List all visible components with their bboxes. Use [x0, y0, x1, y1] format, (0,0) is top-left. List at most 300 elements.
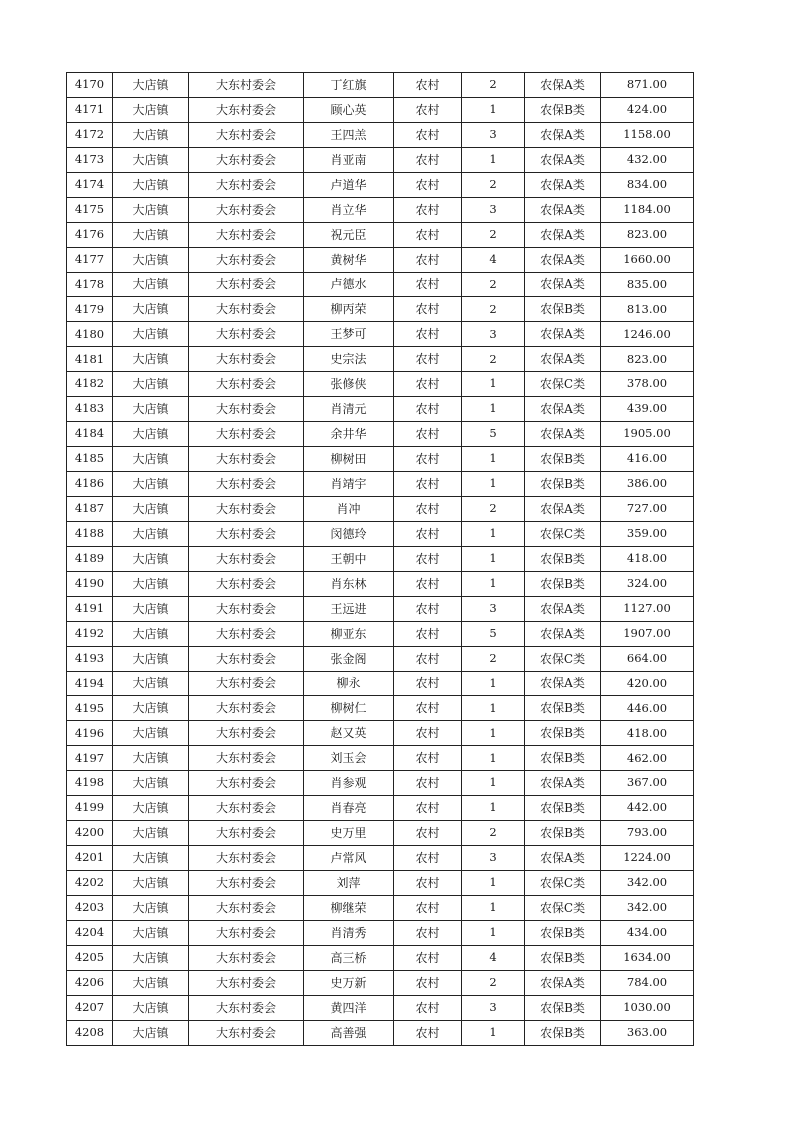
village-cell: 大东村委会 — [189, 422, 304, 447]
table-row — [67, 172, 694, 197]
person-count-cell: 2 — [462, 222, 525, 247]
household-type-cell: 农村 — [394, 73, 462, 98]
household-type-cell: 农村 — [394, 97, 462, 122]
town-cell: 大店镇 — [113, 846, 189, 871]
household-type-cell: 农村 — [394, 272, 462, 297]
village-cell: 大东村委会 — [189, 197, 304, 222]
village-cell: 大东村委会 — [189, 73, 304, 98]
table-row — [67, 970, 694, 995]
village-cell: 大东村委会 — [189, 397, 304, 422]
town-cell: 大店镇 — [113, 347, 189, 372]
row-id-cell: 4199 — [67, 796, 113, 821]
name-cell: 刘萍 — [304, 871, 394, 896]
category-cell: 农保A类 — [525, 272, 601, 297]
name-cell: 顾心英 — [304, 97, 394, 122]
village-cell: 大东村委会 — [189, 546, 304, 571]
amount-cell: 439.00 — [601, 397, 694, 422]
name-cell: 肖立华 — [304, 197, 394, 222]
town-cell: 大店镇 — [113, 546, 189, 571]
table-row — [67, 347, 694, 372]
category-cell: 农保B类 — [525, 571, 601, 596]
name-cell: 卢道华 — [304, 172, 394, 197]
village-cell: 大东村委会 — [189, 172, 304, 197]
village-cell: 大东村委会 — [189, 472, 304, 497]
category-cell: 农保B类 — [525, 796, 601, 821]
table-row — [67, 596, 694, 621]
table-row — [67, 197, 694, 222]
name-cell: 高善强 — [304, 1020, 394, 1045]
amount-cell: 727.00 — [601, 496, 694, 521]
household-type-cell: 农村 — [394, 372, 462, 397]
town-cell: 大店镇 — [113, 97, 189, 122]
name-cell: 柳继荣 — [304, 895, 394, 920]
village-cell: 大东村委会 — [189, 322, 304, 347]
category-cell: 农保B类 — [525, 297, 601, 322]
row-id-cell: 4198 — [67, 771, 113, 796]
data-table — [66, 72, 694, 1046]
category-cell: 农保A类 — [525, 496, 601, 521]
village-cell: 大东村委会 — [189, 621, 304, 646]
village-cell: 大东村委会 — [189, 945, 304, 970]
category-cell: 农保B类 — [525, 1020, 601, 1045]
name-cell: 肖东林 — [304, 571, 394, 596]
name-cell: 卢常风 — [304, 846, 394, 871]
table-row — [67, 546, 694, 571]
table-row — [67, 272, 694, 297]
row-id-cell: 4204 — [67, 920, 113, 945]
town-cell: 大店镇 — [113, 621, 189, 646]
village-cell: 大东村委会 — [189, 247, 304, 272]
category-cell: 农保A类 — [525, 222, 601, 247]
table-row — [67, 696, 694, 721]
village-cell: 大东村委会 — [189, 596, 304, 621]
town-cell: 大店镇 — [113, 596, 189, 621]
row-id-cell: 4191 — [67, 596, 113, 621]
row-id-cell: 4188 — [67, 521, 113, 546]
household-type-cell: 农村 — [394, 821, 462, 846]
row-id-cell: 4203 — [67, 895, 113, 920]
category-cell: 农保B类 — [525, 447, 601, 472]
household-type-cell: 农村 — [394, 546, 462, 571]
name-cell: 王朝中 — [304, 546, 394, 571]
table-row — [67, 372, 694, 397]
row-id-cell: 4179 — [67, 297, 113, 322]
row-id-cell: 4172 — [67, 122, 113, 147]
village-cell: 大东村委会 — [189, 521, 304, 546]
village-cell: 大东村委会 — [189, 496, 304, 521]
household-type-cell: 农村 — [394, 1020, 462, 1045]
amount-cell: 416.00 — [601, 447, 694, 472]
name-cell: 肖春亮 — [304, 796, 394, 821]
person-count-cell: 1 — [462, 746, 525, 771]
category-cell: 农保C类 — [525, 895, 601, 920]
household-type-cell: 农村 — [394, 871, 462, 896]
village-cell: 大东村委会 — [189, 895, 304, 920]
name-cell: 黄四洋 — [304, 995, 394, 1020]
person-count-cell: 2 — [462, 73, 525, 98]
row-id-cell: 4178 — [67, 272, 113, 297]
town-cell: 大店镇 — [113, 1020, 189, 1045]
village-cell: 大东村委会 — [189, 796, 304, 821]
row-id-cell: 4190 — [67, 571, 113, 596]
household-type-cell: 农村 — [394, 172, 462, 197]
village-cell: 大东村委会 — [189, 571, 304, 596]
person-count-cell: 4 — [462, 247, 525, 272]
village-cell: 大东村委会 — [189, 970, 304, 995]
amount-cell: 418.00 — [601, 721, 694, 746]
amount-cell: 1634.00 — [601, 945, 694, 970]
row-id-cell: 4201 — [67, 846, 113, 871]
town-cell: 大店镇 — [113, 496, 189, 521]
row-id-cell: 4205 — [67, 945, 113, 970]
name-cell: 王四羔 — [304, 122, 394, 147]
household-type-cell: 农村 — [394, 771, 462, 796]
village-cell: 大东村委会 — [189, 1020, 304, 1045]
person-count-cell: 1 — [462, 521, 525, 546]
household-type-cell: 农村 — [394, 222, 462, 247]
category-cell: 农保A类 — [525, 147, 601, 172]
category-cell: 农保A类 — [525, 671, 601, 696]
town-cell: 大店镇 — [113, 422, 189, 447]
row-id-cell: 4208 — [67, 1020, 113, 1045]
category-cell: 农保C类 — [525, 646, 601, 671]
person-count-cell: 1 — [462, 447, 525, 472]
name-cell: 肖亚南 — [304, 147, 394, 172]
row-id-cell: 4197 — [67, 746, 113, 771]
name-cell: 柳树仁 — [304, 696, 394, 721]
name-cell: 闵德玲 — [304, 521, 394, 546]
person-count-cell: 3 — [462, 846, 525, 871]
household-type-cell: 农村 — [394, 945, 462, 970]
row-id-cell: 4207 — [67, 995, 113, 1020]
person-count-cell: 3 — [462, 596, 525, 621]
amount-cell: 784.00 — [601, 970, 694, 995]
row-id-cell: 4187 — [67, 496, 113, 521]
category-cell: 农保A类 — [525, 172, 601, 197]
name-cell: 史万新 — [304, 970, 394, 995]
table-row — [67, 871, 694, 896]
person-count-cell: 1 — [462, 97, 525, 122]
town-cell: 大店镇 — [113, 821, 189, 846]
amount-cell: 442.00 — [601, 796, 694, 821]
category-cell: 农保A类 — [525, 771, 601, 796]
village-cell: 大东村委会 — [189, 671, 304, 696]
name-cell: 肖清元 — [304, 397, 394, 422]
town-cell: 大店镇 — [113, 172, 189, 197]
person-count-cell: 1 — [462, 147, 525, 172]
name-cell: 赵又英 — [304, 721, 394, 746]
row-id-cell: 4193 — [67, 646, 113, 671]
name-cell: 史宗法 — [304, 347, 394, 372]
amount-cell: 1030.00 — [601, 995, 694, 1020]
person-count-cell: 2 — [462, 172, 525, 197]
village-cell: 大东村委会 — [189, 297, 304, 322]
row-id-cell: 4189 — [67, 546, 113, 571]
category-cell: 农保B类 — [525, 821, 601, 846]
person-count-cell: 3 — [462, 322, 525, 347]
household-type-cell: 农村 — [394, 521, 462, 546]
table-row — [67, 447, 694, 472]
household-type-cell: 农村 — [394, 671, 462, 696]
category-cell: 农保B类 — [525, 995, 601, 1020]
person-count-cell: 3 — [462, 197, 525, 222]
row-id-cell: 4206 — [67, 970, 113, 995]
table-row — [67, 1020, 694, 1045]
category-cell: 农保C类 — [525, 372, 601, 397]
household-type-cell: 农村 — [394, 596, 462, 621]
amount-cell: 434.00 — [601, 920, 694, 945]
category-cell: 农保A类 — [525, 621, 601, 646]
table-row — [67, 472, 694, 497]
row-id-cell: 4194 — [67, 671, 113, 696]
household-type-cell: 农村 — [394, 147, 462, 172]
table-row — [67, 721, 694, 746]
row-id-cell: 4180 — [67, 322, 113, 347]
amount-cell: 813.00 — [601, 297, 694, 322]
village-cell: 大东村委会 — [189, 147, 304, 172]
village-cell: 大东村委会 — [189, 646, 304, 671]
category-cell: 农保A类 — [525, 397, 601, 422]
table-row — [67, 122, 694, 147]
category-cell: 农保A类 — [525, 322, 601, 347]
village-cell: 大东村委会 — [189, 995, 304, 1020]
town-cell: 大店镇 — [113, 447, 189, 472]
name-cell: 肖参观 — [304, 771, 394, 796]
village-cell: 大东村委会 — [189, 222, 304, 247]
household-type-cell: 农村 — [394, 571, 462, 596]
category-cell: 农保B类 — [525, 696, 601, 721]
town-cell: 大店镇 — [113, 247, 189, 272]
town-cell: 大店镇 — [113, 721, 189, 746]
household-type-cell: 农村 — [394, 397, 462, 422]
person-count-cell: 2 — [462, 646, 525, 671]
table-body — [67, 73, 694, 1046]
amount-cell: 324.00 — [601, 571, 694, 596]
person-count-cell: 3 — [462, 995, 525, 1020]
name-cell: 王远进 — [304, 596, 394, 621]
person-count-cell: 1 — [462, 397, 525, 422]
person-count-cell: 1 — [462, 1020, 525, 1045]
table-row — [67, 746, 694, 771]
household-type-cell: 农村 — [394, 746, 462, 771]
village-cell: 大东村委会 — [189, 920, 304, 945]
table-row — [67, 646, 694, 671]
amount-cell: 1907.00 — [601, 621, 694, 646]
person-count-cell: 1 — [462, 721, 525, 746]
village-cell: 大东村委会 — [189, 871, 304, 896]
household-type-cell: 农村 — [394, 846, 462, 871]
row-id-cell: 4171 — [67, 97, 113, 122]
amount-cell: 386.00 — [601, 472, 694, 497]
household-type-cell: 农村 — [394, 796, 462, 821]
name-cell: 柳亚东 — [304, 621, 394, 646]
name-cell: 王梦可 — [304, 322, 394, 347]
town-cell: 大店镇 — [113, 571, 189, 596]
name-cell: 柳永 — [304, 671, 394, 696]
row-id-cell: 4174 — [67, 172, 113, 197]
table-row — [67, 521, 694, 546]
name-cell: 黄树华 — [304, 247, 394, 272]
person-count-cell: 2 — [462, 297, 525, 322]
town-cell: 大店镇 — [113, 871, 189, 896]
village-cell: 大东村委会 — [189, 746, 304, 771]
village-cell: 大东村委会 — [189, 721, 304, 746]
category-cell: 农保A类 — [525, 596, 601, 621]
household-type-cell: 农村 — [394, 422, 462, 447]
name-cell: 柳树田 — [304, 447, 394, 472]
category-cell: 农保A类 — [525, 73, 601, 98]
amount-cell: 834.00 — [601, 172, 694, 197]
category-cell: 农保B类 — [525, 746, 601, 771]
village-cell: 大东村委会 — [189, 821, 304, 846]
household-type-cell: 农村 — [394, 472, 462, 497]
household-type-cell: 农村 — [394, 995, 462, 1020]
household-type-cell: 农村 — [394, 322, 462, 347]
person-count-cell: 2 — [462, 272, 525, 297]
category-cell: 农保A类 — [525, 347, 601, 372]
household-type-cell: 农村 — [394, 122, 462, 147]
row-id-cell: 4181 — [67, 347, 113, 372]
table-row — [67, 297, 694, 322]
town-cell: 大店镇 — [113, 222, 189, 247]
village-cell: 大东村委会 — [189, 696, 304, 721]
town-cell: 大店镇 — [113, 297, 189, 322]
town-cell: 大店镇 — [113, 696, 189, 721]
village-cell: 大东村委会 — [189, 347, 304, 372]
category-cell: 农保A类 — [525, 970, 601, 995]
amount-cell: 1127.00 — [601, 596, 694, 621]
row-id-cell: 4183 — [67, 397, 113, 422]
table-row — [67, 422, 694, 447]
household-type-cell: 农村 — [394, 447, 462, 472]
person-count-cell: 1 — [462, 771, 525, 796]
household-type-cell: 农村 — [394, 197, 462, 222]
name-cell: 肖冲 — [304, 496, 394, 521]
category-cell: 农保C类 — [525, 521, 601, 546]
person-count-cell: 2 — [462, 821, 525, 846]
category-cell: 农保B类 — [525, 546, 601, 571]
town-cell: 大店镇 — [113, 73, 189, 98]
household-type-cell: 农村 — [394, 347, 462, 372]
amount-cell: 367.00 — [601, 771, 694, 796]
amount-cell: 871.00 — [601, 73, 694, 98]
amount-cell: 823.00 — [601, 347, 694, 372]
amount-cell: 664.00 — [601, 646, 694, 671]
village-cell: 大东村委会 — [189, 97, 304, 122]
amount-cell: 835.00 — [601, 272, 694, 297]
town-cell: 大店镇 — [113, 746, 189, 771]
amount-cell: 1224.00 — [601, 846, 694, 871]
table-row — [67, 147, 694, 172]
table-row — [67, 496, 694, 521]
name-cell: 张金阁 — [304, 646, 394, 671]
row-id-cell: 4186 — [67, 472, 113, 497]
amount-cell: 446.00 — [601, 696, 694, 721]
amount-cell: 1158.00 — [601, 122, 694, 147]
row-id-cell: 4196 — [67, 721, 113, 746]
town-cell: 大店镇 — [113, 197, 189, 222]
table-row — [67, 846, 694, 871]
table-row — [67, 671, 694, 696]
household-type-cell: 农村 — [394, 496, 462, 521]
row-id-cell: 4195 — [67, 696, 113, 721]
amount-cell: 432.00 — [601, 147, 694, 172]
village-cell: 大东村委会 — [189, 372, 304, 397]
amount-cell: 462.00 — [601, 746, 694, 771]
town-cell: 大店镇 — [113, 322, 189, 347]
amount-cell: 1660.00 — [601, 247, 694, 272]
town-cell: 大店镇 — [113, 796, 189, 821]
town-cell: 大店镇 — [113, 122, 189, 147]
row-id-cell: 4177 — [67, 247, 113, 272]
person-count-cell: 1 — [462, 920, 525, 945]
category-cell: 农保A类 — [525, 197, 601, 222]
person-count-cell: 3 — [462, 122, 525, 147]
amount-cell: 359.00 — [601, 521, 694, 546]
row-id-cell: 4202 — [67, 871, 113, 896]
town-cell: 大店镇 — [113, 372, 189, 397]
town-cell: 大店镇 — [113, 995, 189, 1020]
category-cell: 农保B类 — [525, 920, 601, 945]
row-id-cell: 4200 — [67, 821, 113, 846]
person-count-cell: 5 — [462, 422, 525, 447]
town-cell: 大店镇 — [113, 671, 189, 696]
table-row — [67, 995, 694, 1020]
table-row — [67, 796, 694, 821]
amount-cell: 342.00 — [601, 871, 694, 896]
table-row — [67, 945, 694, 970]
name-cell: 柳丙荣 — [304, 297, 394, 322]
name-cell: 祝元臣 — [304, 222, 394, 247]
household-type-cell: 农村 — [394, 970, 462, 995]
amount-cell: 342.00 — [601, 895, 694, 920]
town-cell: 大店镇 — [113, 945, 189, 970]
category-cell: 农保B类 — [525, 945, 601, 970]
town-cell: 大店镇 — [113, 970, 189, 995]
person-count-cell: 5 — [462, 621, 525, 646]
amount-cell: 823.00 — [601, 222, 694, 247]
category-cell: 农保B类 — [525, 472, 601, 497]
village-cell: 大东村委会 — [189, 272, 304, 297]
category-cell: 农保A类 — [525, 846, 601, 871]
category-cell: 农保B类 — [525, 97, 601, 122]
table-row — [67, 397, 694, 422]
name-cell: 肖清秀 — [304, 920, 394, 945]
table-row — [67, 821, 694, 846]
person-count-cell: 1 — [462, 671, 525, 696]
row-id-cell: 4192 — [67, 621, 113, 646]
row-id-cell: 4182 — [67, 372, 113, 397]
name-cell: 丁红旗 — [304, 73, 394, 98]
row-id-cell: 4185 — [67, 447, 113, 472]
person-count-cell: 1 — [462, 546, 525, 571]
village-cell: 大东村委会 — [189, 122, 304, 147]
village-cell: 大东村委会 — [189, 447, 304, 472]
table-row — [67, 571, 694, 596]
person-count-cell: 1 — [462, 372, 525, 397]
household-type-cell: 农村 — [394, 646, 462, 671]
amount-cell: 363.00 — [601, 1020, 694, 1045]
category-cell: 农保A类 — [525, 247, 601, 272]
row-id-cell: 4173 — [67, 147, 113, 172]
row-id-cell: 4170 — [67, 73, 113, 98]
table-row — [67, 895, 694, 920]
amount-cell: 424.00 — [601, 97, 694, 122]
row-id-cell: 4175 — [67, 197, 113, 222]
table-row — [67, 247, 694, 272]
household-type-cell: 农村 — [394, 721, 462, 746]
name-cell: 史万里 — [304, 821, 394, 846]
